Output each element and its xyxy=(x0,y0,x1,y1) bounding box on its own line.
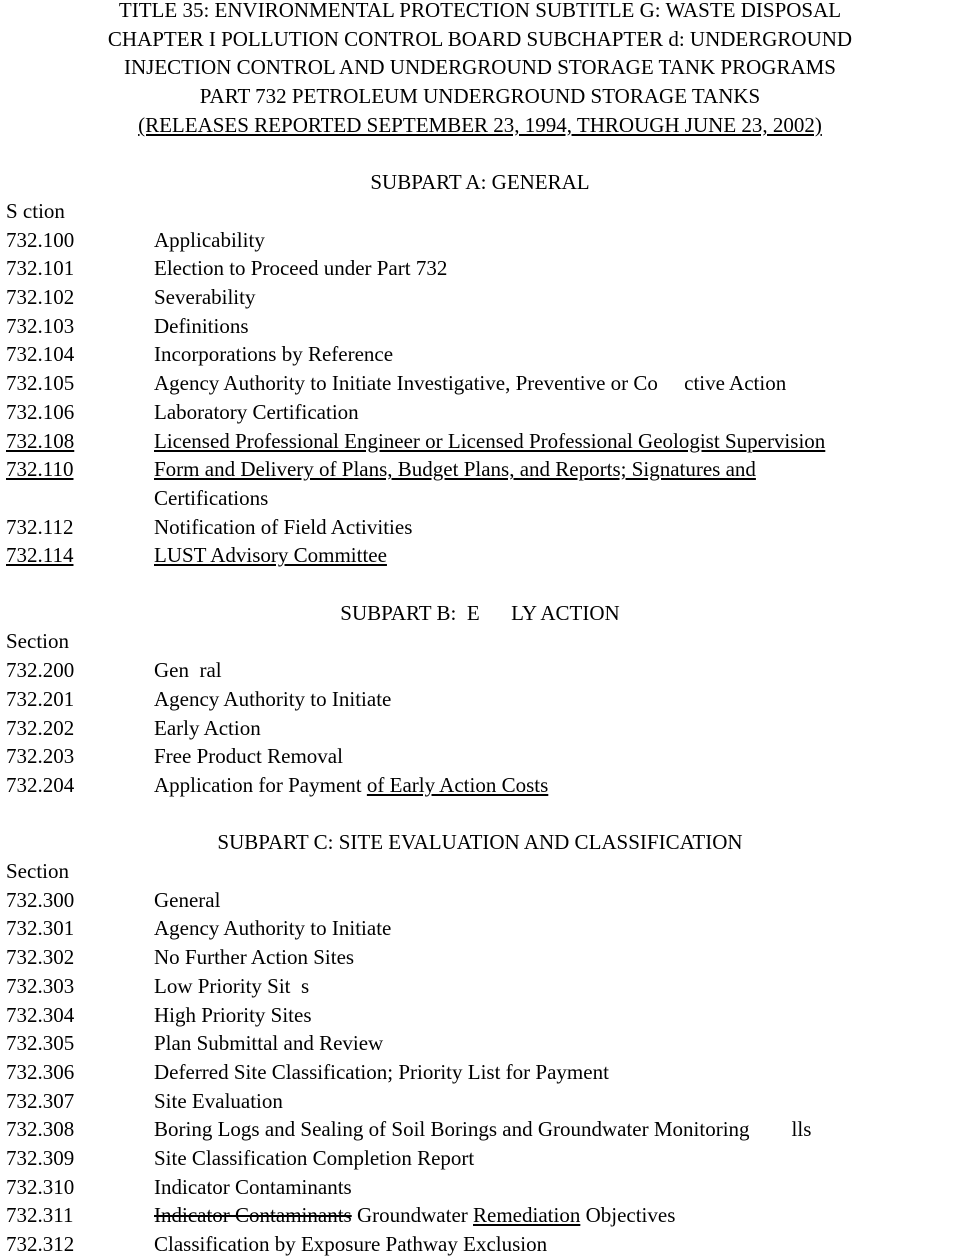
toc-row xyxy=(0,513,960,542)
section-number: 732.310 xyxy=(6,1174,75,1199)
toc-row xyxy=(0,1173,960,1202)
toc-row-continuation xyxy=(0,484,960,513)
section-column-label: Section xyxy=(6,859,69,884)
section-number: 732.103 xyxy=(6,313,75,338)
toc-row xyxy=(0,226,960,255)
toc-row xyxy=(0,685,960,714)
section-title xyxy=(154,1201,960,1230)
section-number: 732.300 xyxy=(6,887,75,912)
section-column-label: S ction xyxy=(6,198,65,223)
section-number: 732.112 xyxy=(6,514,74,539)
section-title: Election to Proceed under Part 732 xyxy=(154,256,448,281)
section-title: Low Priority Sit s xyxy=(154,973,310,998)
section-number: 732.101 xyxy=(6,256,75,281)
title-text: Objectives xyxy=(580,1203,676,1228)
toc-row xyxy=(0,1029,960,1058)
section-number: 732.312 xyxy=(6,1232,75,1257)
section-title: Classification by Exposure Pathway Exclusion xyxy=(154,1232,548,1257)
toc-row xyxy=(0,943,960,972)
section-column-label: Section xyxy=(6,629,69,654)
section-title: Indicator Contaminants xyxy=(154,1174,352,1199)
section-title: Agency Authority to Initiate Investigative, Preventive or Co ctive Action xyxy=(154,371,787,396)
title-text: Application for Payment xyxy=(154,772,367,797)
section-number: 732.308 xyxy=(6,1117,75,1142)
section-title: Applicability xyxy=(154,227,265,252)
section-title: Site Evaluation xyxy=(154,1088,283,1113)
section-number: 732.306 xyxy=(6,1059,75,1084)
section-number: 732.309 xyxy=(6,1146,75,1171)
section-title: Severability xyxy=(154,285,256,310)
section-number: 732.307 xyxy=(6,1088,75,1113)
subpart-heading: SUBPART B: E LY ACTION xyxy=(340,600,620,625)
section-number: 732.110 xyxy=(6,457,74,482)
section-title: Form and Delivery of Plans, Budget Plans, and Reports; Signatures and xyxy=(154,457,756,482)
toc-row-added xyxy=(0,455,960,484)
title-inserted-text: Remediation xyxy=(473,1203,581,1228)
title-deleted-text: Indicator Contaminants xyxy=(154,1203,352,1228)
section-number: 732.305 xyxy=(6,1031,75,1056)
header-line-programs: INJECTION CONTROL AND UNDERGROUND STORAGE TANK PROGRAMS xyxy=(124,55,836,80)
section-title: No Further Action Sites xyxy=(154,945,355,970)
section-number: 732.104 xyxy=(6,342,75,367)
toc-row xyxy=(0,714,960,743)
title-inserted-text: of Early Action Costs xyxy=(366,772,549,797)
section-number: 732.114 xyxy=(6,543,74,568)
toc-row xyxy=(0,254,960,283)
toc-row xyxy=(0,656,960,685)
header-line-title: TITLE 35: ENVIRONMENTAL PROTECTION SUBTITLE G: WASTE DISPOSAL xyxy=(118,0,842,22)
toc-row-added xyxy=(0,427,960,456)
section-number: 732.301 xyxy=(6,916,75,941)
section-title: Gen ral xyxy=(154,658,222,683)
section-title: Certifications xyxy=(154,485,269,510)
section-title: Deferred Site Classification; Priority List for Payment xyxy=(154,1059,609,1084)
section-number: 732.100 xyxy=(6,227,75,252)
section-number: 732.108 xyxy=(6,428,75,453)
section-number: 732.303 xyxy=(6,973,75,998)
section-title xyxy=(154,771,960,800)
header-line-part: PART 732 PETROLEUM UNDERGROUND STORAGE TANKS xyxy=(199,84,761,109)
section-title: Licensed Professional Engineer or Licensed Professional Geologist Supervision xyxy=(154,428,826,453)
toc-row xyxy=(0,283,960,312)
section-number: 732.311 xyxy=(6,1203,74,1228)
section-number: 732.204 xyxy=(6,772,75,797)
toc-row xyxy=(0,1144,960,1173)
section-number: 732.201 xyxy=(6,686,75,711)
toc-row xyxy=(0,972,960,1001)
section-number: 732.105 xyxy=(6,371,75,396)
toc-row xyxy=(0,742,960,771)
toc-row xyxy=(0,1201,960,1230)
toc-row xyxy=(0,1001,960,1030)
section-title: Notification of Field Activities xyxy=(154,514,413,539)
header-line-releases: (RELEASES REPORTED SEPTEMBER 23, 1994, THROUGH JUNE 23, 2002) xyxy=(138,112,822,137)
section-title: Early Action xyxy=(154,715,261,740)
toc-row xyxy=(0,914,960,943)
toc-row xyxy=(0,340,960,369)
header-line-chapter: CHAPTER I POLLUTION CONTROL BOARD SUBCHAPTER d: UNDERGROUND xyxy=(107,26,853,51)
toc-row xyxy=(0,312,960,341)
section-title: General xyxy=(154,887,221,912)
toc-row xyxy=(0,1058,960,1087)
toc-row xyxy=(0,886,960,915)
section-number: 732.203 xyxy=(6,744,75,769)
toc-row xyxy=(0,771,960,800)
section-number: 732.202 xyxy=(6,715,75,740)
toc-row xyxy=(0,1087,960,1116)
section-number: 732.106 xyxy=(6,399,75,424)
toc-row xyxy=(0,369,960,398)
subpart-heading: SUBPART C: SITE EVALUATION AND CLASSIFICATION xyxy=(217,830,743,855)
toc-row xyxy=(0,1115,960,1144)
section-title: Site Classification Completion Report xyxy=(154,1146,475,1171)
section-number: 732.304 xyxy=(6,1002,75,1027)
subpart-heading: SUBPART A: GENERAL xyxy=(370,170,590,195)
document-header xyxy=(0,0,960,140)
toc-row xyxy=(0,398,960,427)
section-title: High Priority Sites xyxy=(154,1002,312,1027)
title-text: Groundwater xyxy=(351,1203,474,1228)
section-title: Agency Authority to Initiate xyxy=(154,916,392,941)
toc-row xyxy=(0,1230,960,1259)
section-number: 732.102 xyxy=(6,285,75,310)
section-title: Incorporations by Reference xyxy=(154,342,394,367)
section-title: Plan Submittal and Review xyxy=(154,1031,384,1056)
section-title: Laboratory Certification xyxy=(154,399,359,424)
toc-row-added xyxy=(0,541,960,570)
section-title: Agency Authority to Initiate xyxy=(154,686,392,711)
section-number: 732.200 xyxy=(6,658,75,683)
section-title: Free Product Removal xyxy=(154,744,343,769)
section-title: Definitions xyxy=(154,313,249,338)
section-number: 732.302 xyxy=(6,945,75,970)
section-title: LUST Advisory Committee xyxy=(154,543,387,568)
section-title: Boring Logs and Sealing of Soil Borings and Groundwater Monitoring lls xyxy=(154,1117,812,1142)
